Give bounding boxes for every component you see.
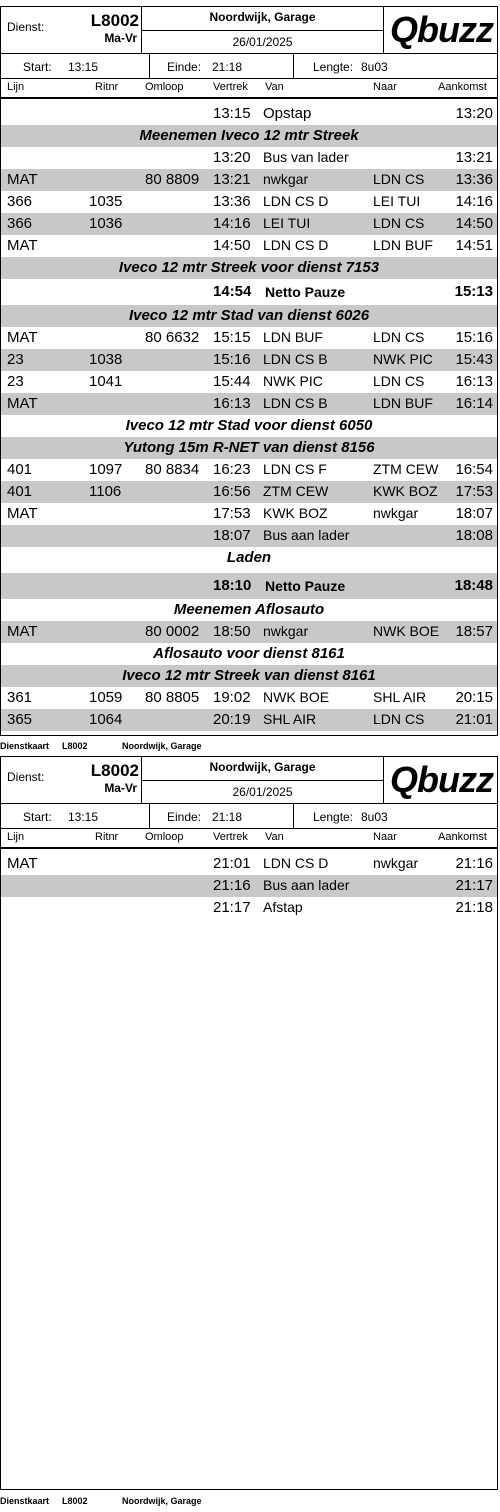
footer-label: Dienstkaart — [0, 1496, 50, 1506]
days-label: Ma-Vr — [104, 31, 137, 45]
lengte-label: Lengte: — [313, 60, 354, 74]
einde-label: Einde: — [167, 60, 202, 74]
date: 26/01/2025 — [232, 35, 293, 49]
dienstkaart-page-1 — [0, 6, 498, 736]
section-heading: Laden — [226, 549, 272, 566]
pause-row: 14:54 Netto Pauze 15:13 — [213, 283, 493, 300]
page-header — [1, 7, 497, 79]
table-row: 13:15 Opstap 13:20 — [213, 105, 493, 122]
section-heading: Iveco 12 mtr Streek voor dienst 7153 — [1, 257, 497, 279]
pause-row: 18:10 Netto Pauze 18:48 — [1, 573, 497, 599]
section-heading: Iveco 12 mtr Stad voor dienst 6050 — [125, 417, 373, 434]
table-row: 23 1038 15:16 LDN CS B NWK PIC 15:43 — [1, 349, 497, 371]
col-aankomst: Aankomst — [438, 81, 487, 93]
table-row: MAT 21:01 LDN CS D nwkgar 21:16 — [7, 855, 493, 872]
lengte-label: Lengte: — [313, 810, 354, 824]
location: Noordwijk, Garage — [142, 757, 383, 781]
footer-label: Dienstkaart — [0, 741, 50, 751]
einde-value: 21:18 — [212, 60, 243, 74]
col-ritnr: Ritnr — [95, 81, 119, 93]
start-value: 13:15 — [68, 810, 99, 824]
section-heading: Meenemen Aflosauto — [173, 601, 325, 618]
table-row: 13:20 Bus van lader 13:21 — [213, 149, 493, 166]
einde-value: 21:18 — [212, 810, 243, 824]
footer-location: Noordwijk, Garage — [122, 1496, 202, 1506]
section-heading: Iveco 12 mtr Streek van dienst 8161 — [1, 665, 497, 687]
footer-dienst: L8002 — [62, 741, 88, 751]
date: 26/01/2025 — [232, 785, 293, 799]
start-label: Start: — [23, 810, 52, 824]
dienst-block — [1, 7, 142, 53]
col-van: Van — [265, 81, 284, 93]
start-value: 13:15 — [68, 60, 99, 74]
section-heading: Meenemen Iveco 12 mtr Streek — [1, 125, 497, 147]
col-ritnr: Ritnr — [95, 831, 119, 843]
col-lijn: Lijn — [7, 831, 25, 843]
section-heading: Yutong 15m R-NET van dienst 8156 — [1, 437, 497, 459]
page-footer — [0, 1496, 500, 1508]
table-row: 21:17 Afstap 21:18 — [213, 899, 493, 916]
table-row: MAT 80 6632 15:15 LDN BUF LDN CS 15:16 — [7, 329, 493, 346]
col-naar: Naar — [373, 81, 397, 93]
einde-label: Einde: — [167, 810, 202, 824]
dienst-label: Dienst: — [7, 20, 45, 34]
dienstkaart-page-2 — [0, 756, 498, 1490]
location: Noordwijk, Garage — [142, 7, 383, 31]
table-row: 401 1097 80 8834 16:23 LDN CS F ZTM CEW 16:54 — [7, 461, 493, 478]
table-row: 366 1035 13:36 LDN CS D LEI TUI 14:16 — [7, 193, 493, 210]
table-row: 18:07 Bus aan lader 18:08 — [1, 525, 497, 547]
qbuzz-logo: Qbuzz — [390, 759, 493, 800]
location-date-block — [142, 7, 384, 53]
lengte-value: 8u03 — [361, 810, 388, 824]
col-vertrek: Vertrek — [213, 831, 248, 843]
lengte-value: 8u03 — [361, 60, 388, 74]
footer-location: Noordwijk, Garage — [122, 741, 202, 751]
table-row: 366 1036 14:16 LEI TUI LDN CS 14:50 — [1, 213, 497, 235]
table-row: MAT 80 8809 13:21 nwkgar LDN CS 13:36 — [1, 169, 497, 191]
dienst-number: L8002 — [90, 11, 139, 30]
col-van: Van — [265, 831, 284, 843]
days-label: Ma-Vr — [104, 781, 137, 795]
table-row: 365 1064 20:19 SHL AIR LDN CS 21:01 — [1, 709, 497, 731]
table-row: 401 1106 16:56 ZTM CEW KWK BOZ 17:53 — [1, 481, 497, 503]
table-row: MAT 17:53 KWK BOZ nwkgar 18:07 — [7, 505, 493, 522]
col-lijn: Lijn — [7, 81, 25, 93]
table-row: MAT 16:13 LDN CS B LDN BUF 16:14 — [1, 393, 497, 415]
page-header — [1, 757, 497, 829]
table-row: MAT 80 0002 18:50 nwkgar NWK BOE 18:57 — [1, 621, 497, 643]
dienst-label: Dienst: — [7, 770, 45, 784]
table-row: 361 1059 80 8805 19:02 NWK BOE SHL AIR 20:15 — [7, 689, 493, 706]
section-heading: Iveco 12 mtr Stad van dienst 6026 — [1, 305, 497, 327]
col-aankomst: Aankomst — [438, 831, 487, 843]
col-omloop: Omloop — [145, 81, 184, 93]
dienst-block — [1, 757, 142, 803]
column-headers — [1, 829, 497, 849]
col-vertrek: Vertrek — [213, 81, 248, 93]
page-footer — [0, 741, 500, 753]
col-naar: Naar — [373, 831, 397, 843]
times-row — [1, 803, 497, 829]
table-row: MAT 14:50 LDN CS D LDN BUF 14:51 — [7, 237, 493, 254]
section-heading: Aflosauto voor dienst 8161 — [153, 645, 345, 662]
dienst-number: L8002 — [90, 761, 139, 780]
location-date-block — [142, 757, 384, 803]
start-label: Start: — [23, 60, 52, 74]
footer-dienst: L8002 — [62, 1496, 88, 1506]
qbuzz-logo: Qbuzz — [390, 9, 493, 50]
col-omloop: Omloop — [145, 831, 184, 843]
column-headers — [1, 79, 497, 99]
table-row: 23 1041 15:44 NWK PIC LDN CS 16:13 — [7, 373, 493, 390]
times-row — [1, 53, 497, 79]
table-row: 21:16 Bus aan lader 21:17 — [1, 875, 497, 897]
